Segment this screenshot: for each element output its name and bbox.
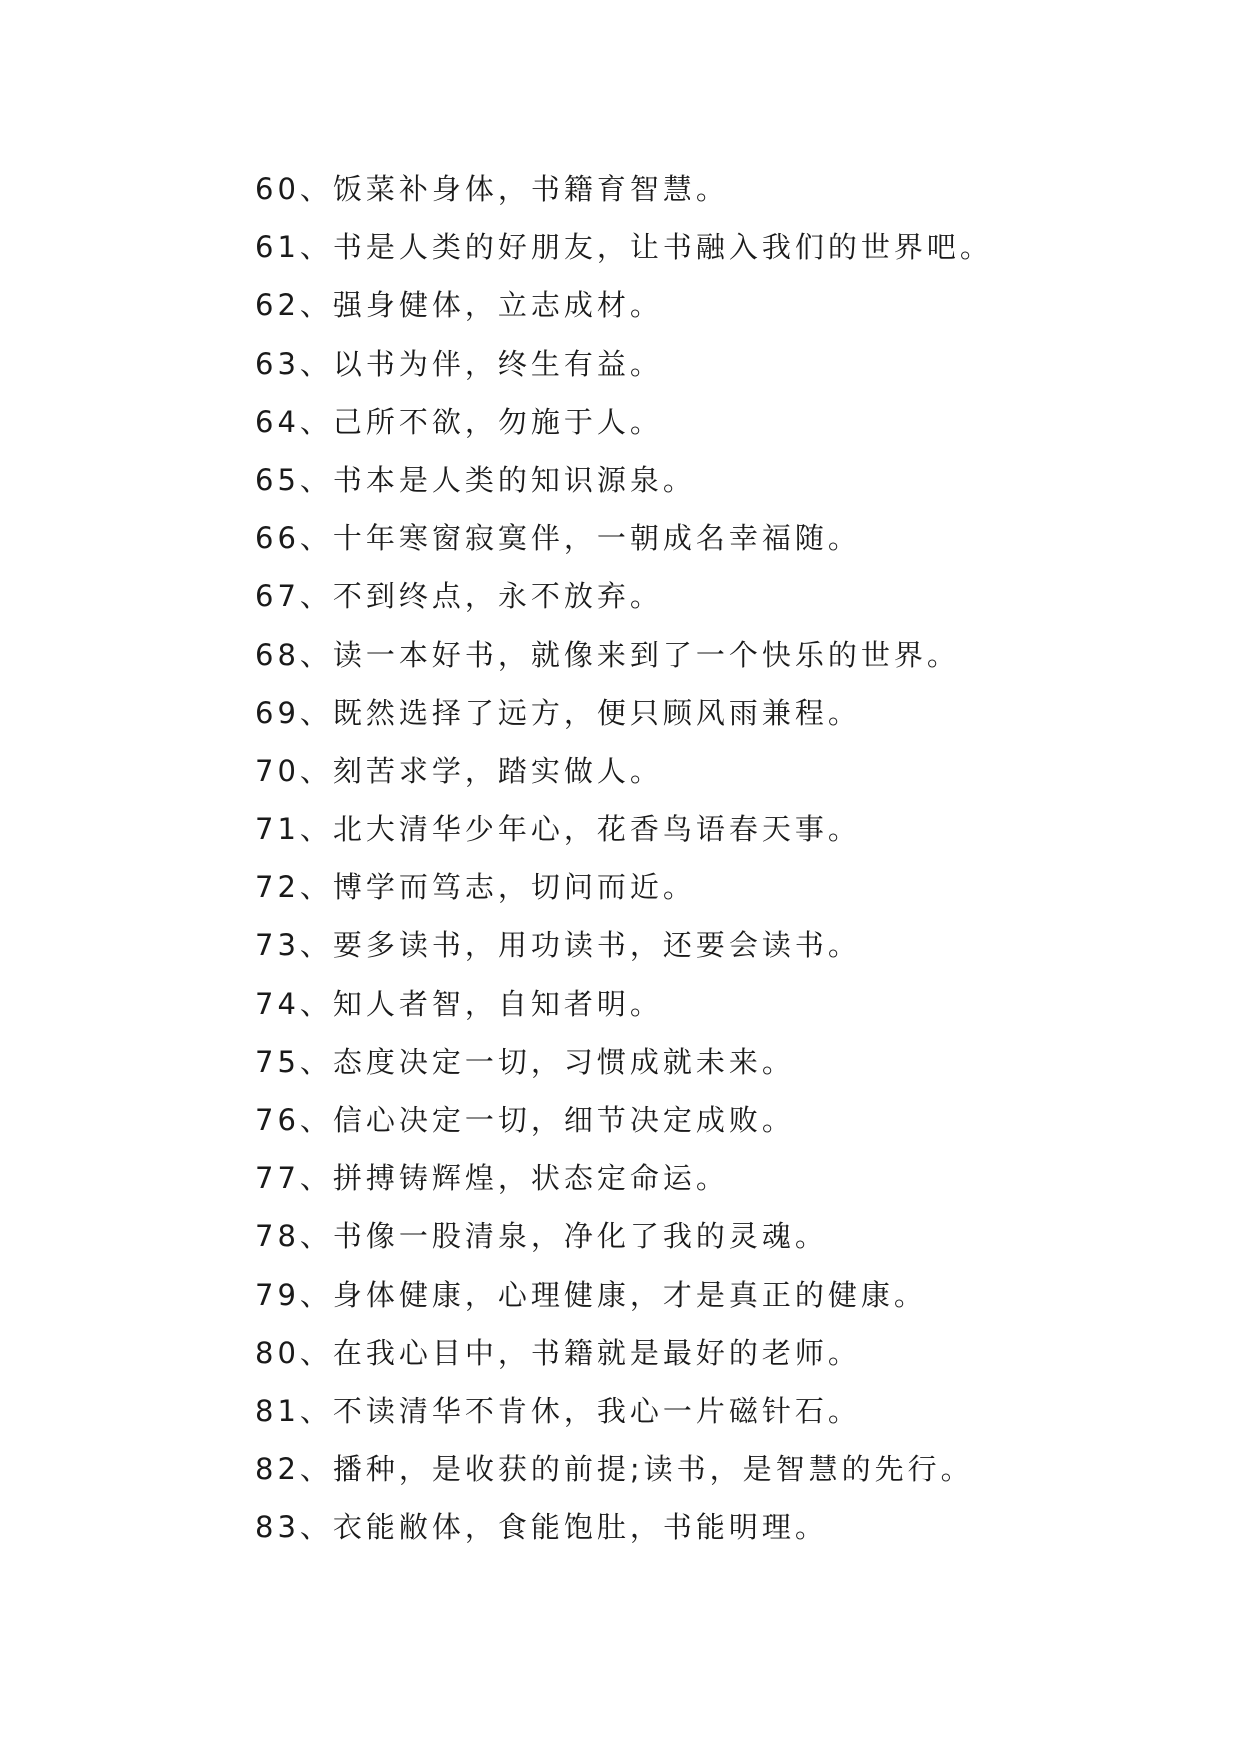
list-item: 80、在我心目中，书籍就是最好的老师。 — [255, 1335, 861, 1370]
list-item: 83、衣能敝体，食能饱肚，书能明理。 — [255, 1510, 828, 1545]
list-item: 75、态度决定一切，习惯成就未来。 — [255, 1044, 795, 1079]
list-item: 81、不读清华不肯休，我心一片磁针石。 — [255, 1393, 861, 1428]
list-item: 61、书是人类的好朋友，让书融入我们的世界吧。 — [255, 230, 993, 265]
quote-list — [255, 160, 993, 1557]
list-item: 67、不到终点，永不放弃。 — [255, 579, 663, 614]
list-item: 64、己所不欲，勿施于人。 — [255, 404, 663, 439]
list-item: 62、强身健体，立志成材。 — [255, 288, 663, 323]
list-item: 70、刻苦求学，踏实做人。 — [255, 753, 663, 788]
list-item: 76、信心决定一切，细节决定成败。 — [255, 1103, 795, 1137]
list-item: 78、书像一股清泉，净化了我的灵魂。 — [255, 1219, 828, 1254]
list-item: 69、既然选择了远方，便只顾风雨兼程。 — [255, 695, 861, 730]
list-item: 82、播种，是收获的前提;读书，是智慧的先行。 — [255, 1452, 974, 1487]
list-item: 68、读一本好书，就像来到了一个快乐的世界。 — [255, 637, 960, 672]
list-item: 77、拼搏铸辉煌，状态定命运。 — [255, 1161, 729, 1196]
list-item: 63、以书为伴，终生有益。 — [255, 346, 663, 381]
list-item: 73、要多读书，用功读书，还要会读书。 — [255, 928, 861, 963]
list-item: 65、书本是人类的知识源泉。 — [255, 462, 696, 497]
list-item: 66、十年寒窗寂寞伴，一朝成名幸福随。 — [255, 521, 861, 556]
list-item: 71、北大清华少年心，花香鸟语春天事。 — [255, 812, 861, 847]
list-item: 79、身体健康，心理健康，才是真正的健康。 — [255, 1277, 927, 1312]
list-item: 60、饭菜补身体，书籍育智慧。 — [255, 172, 729, 206]
list-item: 72、博学而笃志，切问而近。 — [255, 870, 696, 905]
list-item: 74、知人者智，自知者明。 — [255, 986, 663, 1021]
